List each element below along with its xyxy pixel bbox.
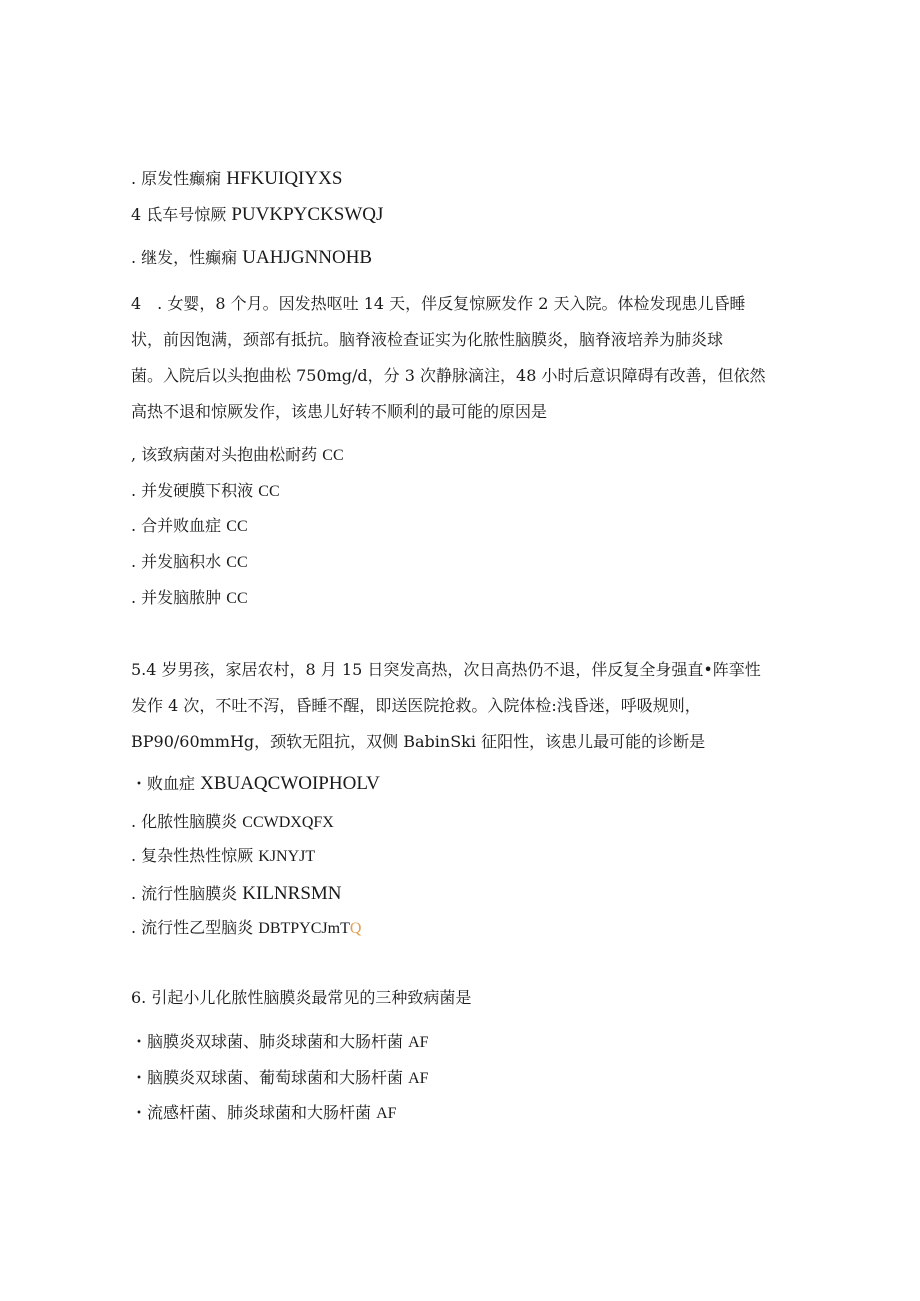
q6-stem: 6. 引起小儿化脓性脑膜炎最常见的三种致病菌是 [131, 988, 472, 1007]
q4-stem-line: 4 . 女婴，8 个月。因发热呕吐 14 天，伴反复惊厥发作 2 天入院。体检发现患儿昏睡 [131, 294, 746, 313]
q3-option-a: . 原发性癫痫 HFKUIQIYXS [131, 168, 343, 189]
q4-option-c: . 合并败血症 CC [131, 516, 248, 535]
q5-option-a: ・败血症 XBUAQCWOIPHOLV [131, 773, 380, 794]
q4-stem-line: 高热不退和惊厥发作，该患儿好转不顺利的最可能的原因是 [131, 402, 548, 421]
q4-stem [131, 286, 791, 430]
q4-stem-line: 状，前因饱满，颈部有抵抗。脑脊液检查证实为化脓性脑膜炎，脑脊液培养为肺炎球 [131, 330, 724, 349]
q6-option-a: ・脑膜炎双球菌、肺炎球菌和大肠杆菌 AF [131, 1032, 429, 1051]
q4-option-b: . 并发硬膜下积液 CC [131, 481, 280, 500]
q4-stem-line: 菌。入院后以头抱曲松 750mg∕d，分 3 次静脉滴注，48 小时后意识障碍有改善，但依然 [131, 366, 766, 385]
q5-option-d: . 流行性脑膜炎 KILNRSMN [131, 883, 342, 904]
q4-option-d: . 并发脑积水 CC [131, 552, 248, 571]
q5-option-c: . 复杂性热性惊厥 KJNYJT [131, 846, 316, 865]
q3-option-b: 4 氐车号惊厥 PUVKPYCKSWQJ [131, 204, 384, 225]
q4-option-e: . 并发脑脓肿 CC [131, 588, 248, 607]
q5-option-b: . 化脓性脑膜炎 CCWDXQFX [131, 812, 334, 831]
q6-option-b: ・脑膜炎双球菌、葡萄球菌和大肠杆菌 AF [131, 1068, 429, 1087]
accent-letter: Q [349, 920, 362, 937]
q5-stem-line: 5.4 岁男孩，家居农村，8 月 15 日突发高热，次日高热仍不退，伴反复全身强直•阵挛性 [131, 660, 761, 679]
q5-stem-line: 发作 4 次，不吐不泻，昏睡不醒，即送医院抢救。入院体检:浅昏迷，呼吸规则， [131, 696, 701, 715]
q3-option-c: . 继发，性癫痫 UAHJGNNOHB [131, 247, 373, 268]
q5-stem-line: BP90∕60mmHg，颈软无阻抗，双侧 BabinSki 征阳性，该患儿最可能的诊断是 [131, 732, 706, 751]
q6-option-c: ・流感杆菌、肺炎球菌和大肠杆菌 AF [131, 1103, 397, 1122]
q5-stem [131, 652, 791, 760]
q4-option-a: , 该致病菌对头抱曲松耐药 CC [131, 445, 344, 464]
q5-option-e: . 流行性乙型脑炎 DBTPYCJmTQ [131, 918, 362, 937]
